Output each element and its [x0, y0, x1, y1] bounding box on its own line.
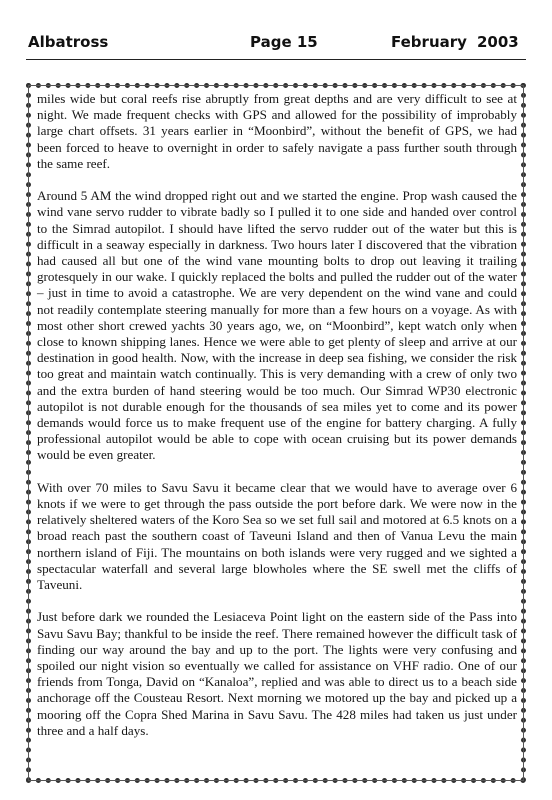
newsletter-title: Albatross	[28, 33, 109, 51]
issue-year: 2003	[477, 33, 519, 51]
issue-month: February	[391, 33, 467, 51]
header-rule	[26, 59, 526, 60]
paragraph-3: With over 70 miles to Savu Savu it became clear that we would have to average over 6 knots if we were to get through the pass outside the port before dark. We were now in the relatively sheltered waters of the Koro Sea so we set full sail and motored at 6.5 knots on a broad reach past the southern coast of Taveuni Island and then of Vanua Levu the main northern island of Fiji. The mountains on both islands were very rugged and we sighted a spectacular waterfall and several large blowholes where the SE swell met the cliffs of Taveuni.	[37, 479, 517, 593]
page-number: Page 15	[250, 33, 318, 51]
paragraph-2: Around 5 AM the wind dropped right out and we started the engine. Prop wash caused the wind vane servo rudder to vibrate badly so I pulled it to one side and handed over control to the Simrad autopilot. I should have lifted the servo rudder out of the water but this is difficult in a seaway especially in darkness. Two hours later I discovered that the vibration had caused all but one of the wind vane mounting bolts to drop out leaving it trailing grotesquely in our wake. I quickly replaced the bolts and pulled the rudder out of the water – just in time to avoid a catastrophe. We are very dependent on the wind vane and could not readily contemplate steering manually for more than a few hours on a voyage. As with most other short crewed yachts 30 years ago, we, on “Moonbird”, kept watch only when close to known shipping lanes. Hence we were able to get plenty of sleep and arrive at our destination in good health. Now, with the increase in deep sea fishing, we consider the risk too great and maintain watch continually. This is very demanding with a crew of only two and the extra burden of hand steering would be too much. Our Simrad WP30 electronic autopilot is not durable enough for the thousands of sea miles yet to come and its power demands would force us to make frequent use of the engine for battery charging. A fully professional autopilot would be able to cope with ocean cruising but its power demands would be even greater.	[37, 188, 517, 463]
paragraph-1: miles wide but coral reefs rise abruptly from great depths and are very difficult to see at night. We made frequent checks with GPS and allowed for the possibility of improbably large chart offsets. 31 years earlier in “Moonbird”, without the benefit of GPS, we had been forced to heave to overnight in order to safely navigate a pass further south through the same reef.	[37, 91, 517, 171]
paragraph-4: Just before dark we rounded the Lesiaceva Point light on the eastern side of the Pass into Savu Savu Bay; thankful to be inside the reef. There remained however the difficult task of finding our way around the bay and up to the port. The lights were very confusing and spoiled our night vision so eventually we called for assistance on VHF radio. One of our friends from Tonga, David on “Kanaloa”, replied and was able to direct us to a beach side anchorage off the Cousteau Resort. Next morning we motored up the bay and picked up a mooring off the Copra Shed Marina in Savu Savu. The 428 miles had taken us just under three and a half days.	[37, 609, 517, 738]
page-header	[28, 33, 524, 55]
article-body	[37, 91, 517, 755]
